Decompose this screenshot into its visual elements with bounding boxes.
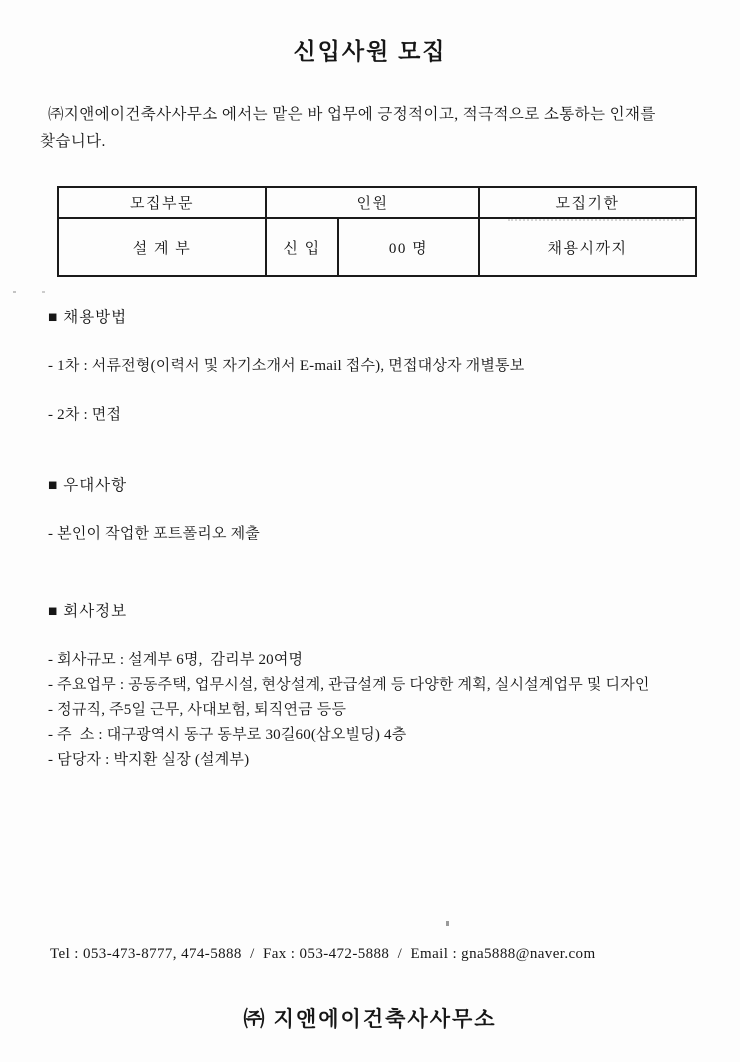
intro-line-1: ㈜지앤에이건축사사무소 에서는 맡은 바 업무에 긍정적이고, 적극적으로 소통하는 인재를 [48, 106, 656, 123]
company-info-item: - 담당자 : 박지환 실장 (설계부) [48, 752, 250, 768]
scan-artifact [446, 921, 449, 926]
company-info-item: - 주요업무 : 공동주택, 업무시설, 현상설계, 관급설계 등 다양한 계획, 실시설계업무 및 디자인 [48, 677, 650, 693]
intro-paragraph [40, 101, 720, 155]
company-name: ㈜ 지앤에이건축사사무소 [243, 1007, 497, 1031]
cell-deadline: 채용시까지 [479, 218, 696, 276]
company-info-item: - 주 소 : 대구광역시 동구 동부로 30길60(삼오빌딩) 4층 [48, 727, 407, 743]
section-heading-preferred: ■ 우대사항 [48, 477, 128, 494]
table-row [58, 218, 696, 276]
company-info-item: - 회사규모 : 설계부 6명, 감리부 20여명 [48, 652, 304, 668]
header-headcount: 인원 [266, 187, 479, 218]
section-heading-recruitment-method: ■ 채용방법 [48, 309, 128, 326]
section-heading-company-info: ■ 회사정보 [48, 603, 128, 620]
cell-level: 신 입 [266, 218, 338, 276]
scan-artifact [42, 291, 45, 293]
preferred-item: - 본인이 작업한 포트폴리오 제출 [48, 526, 260, 542]
scan-artifact [13, 291, 16, 293]
recruitment-method-item: - 2차 : 면접 [48, 407, 122, 423]
company-info-item: - 정규직, 주5일 근무, 사대보험, 퇴직연금 등등 [48, 702, 347, 718]
table-header-row [58, 187, 696, 218]
recruitment-table [57, 186, 697, 277]
cell-department: 설 계 부 [58, 218, 266, 276]
page-title: 신입사원 모집 [293, 39, 447, 64]
contact-info: Tel : 053-473-8777, 474-5888 / Fax : 053-472-5888 / Email : gna5888@naver.com [50, 946, 596, 962]
intro-line-2: 찾습니다. [40, 133, 106, 150]
scan-artifact [508, 219, 684, 223]
header-deadline: 모집기한 [479, 187, 696, 218]
header-department: 모집부문 [58, 187, 266, 218]
recruitment-method-item: - 1차 : 서류전형(이력서 및 자기소개서 E-mail 접수), 면접대상자 개별통보 [48, 358, 525, 374]
cell-count: 00 명 [338, 218, 479, 276]
